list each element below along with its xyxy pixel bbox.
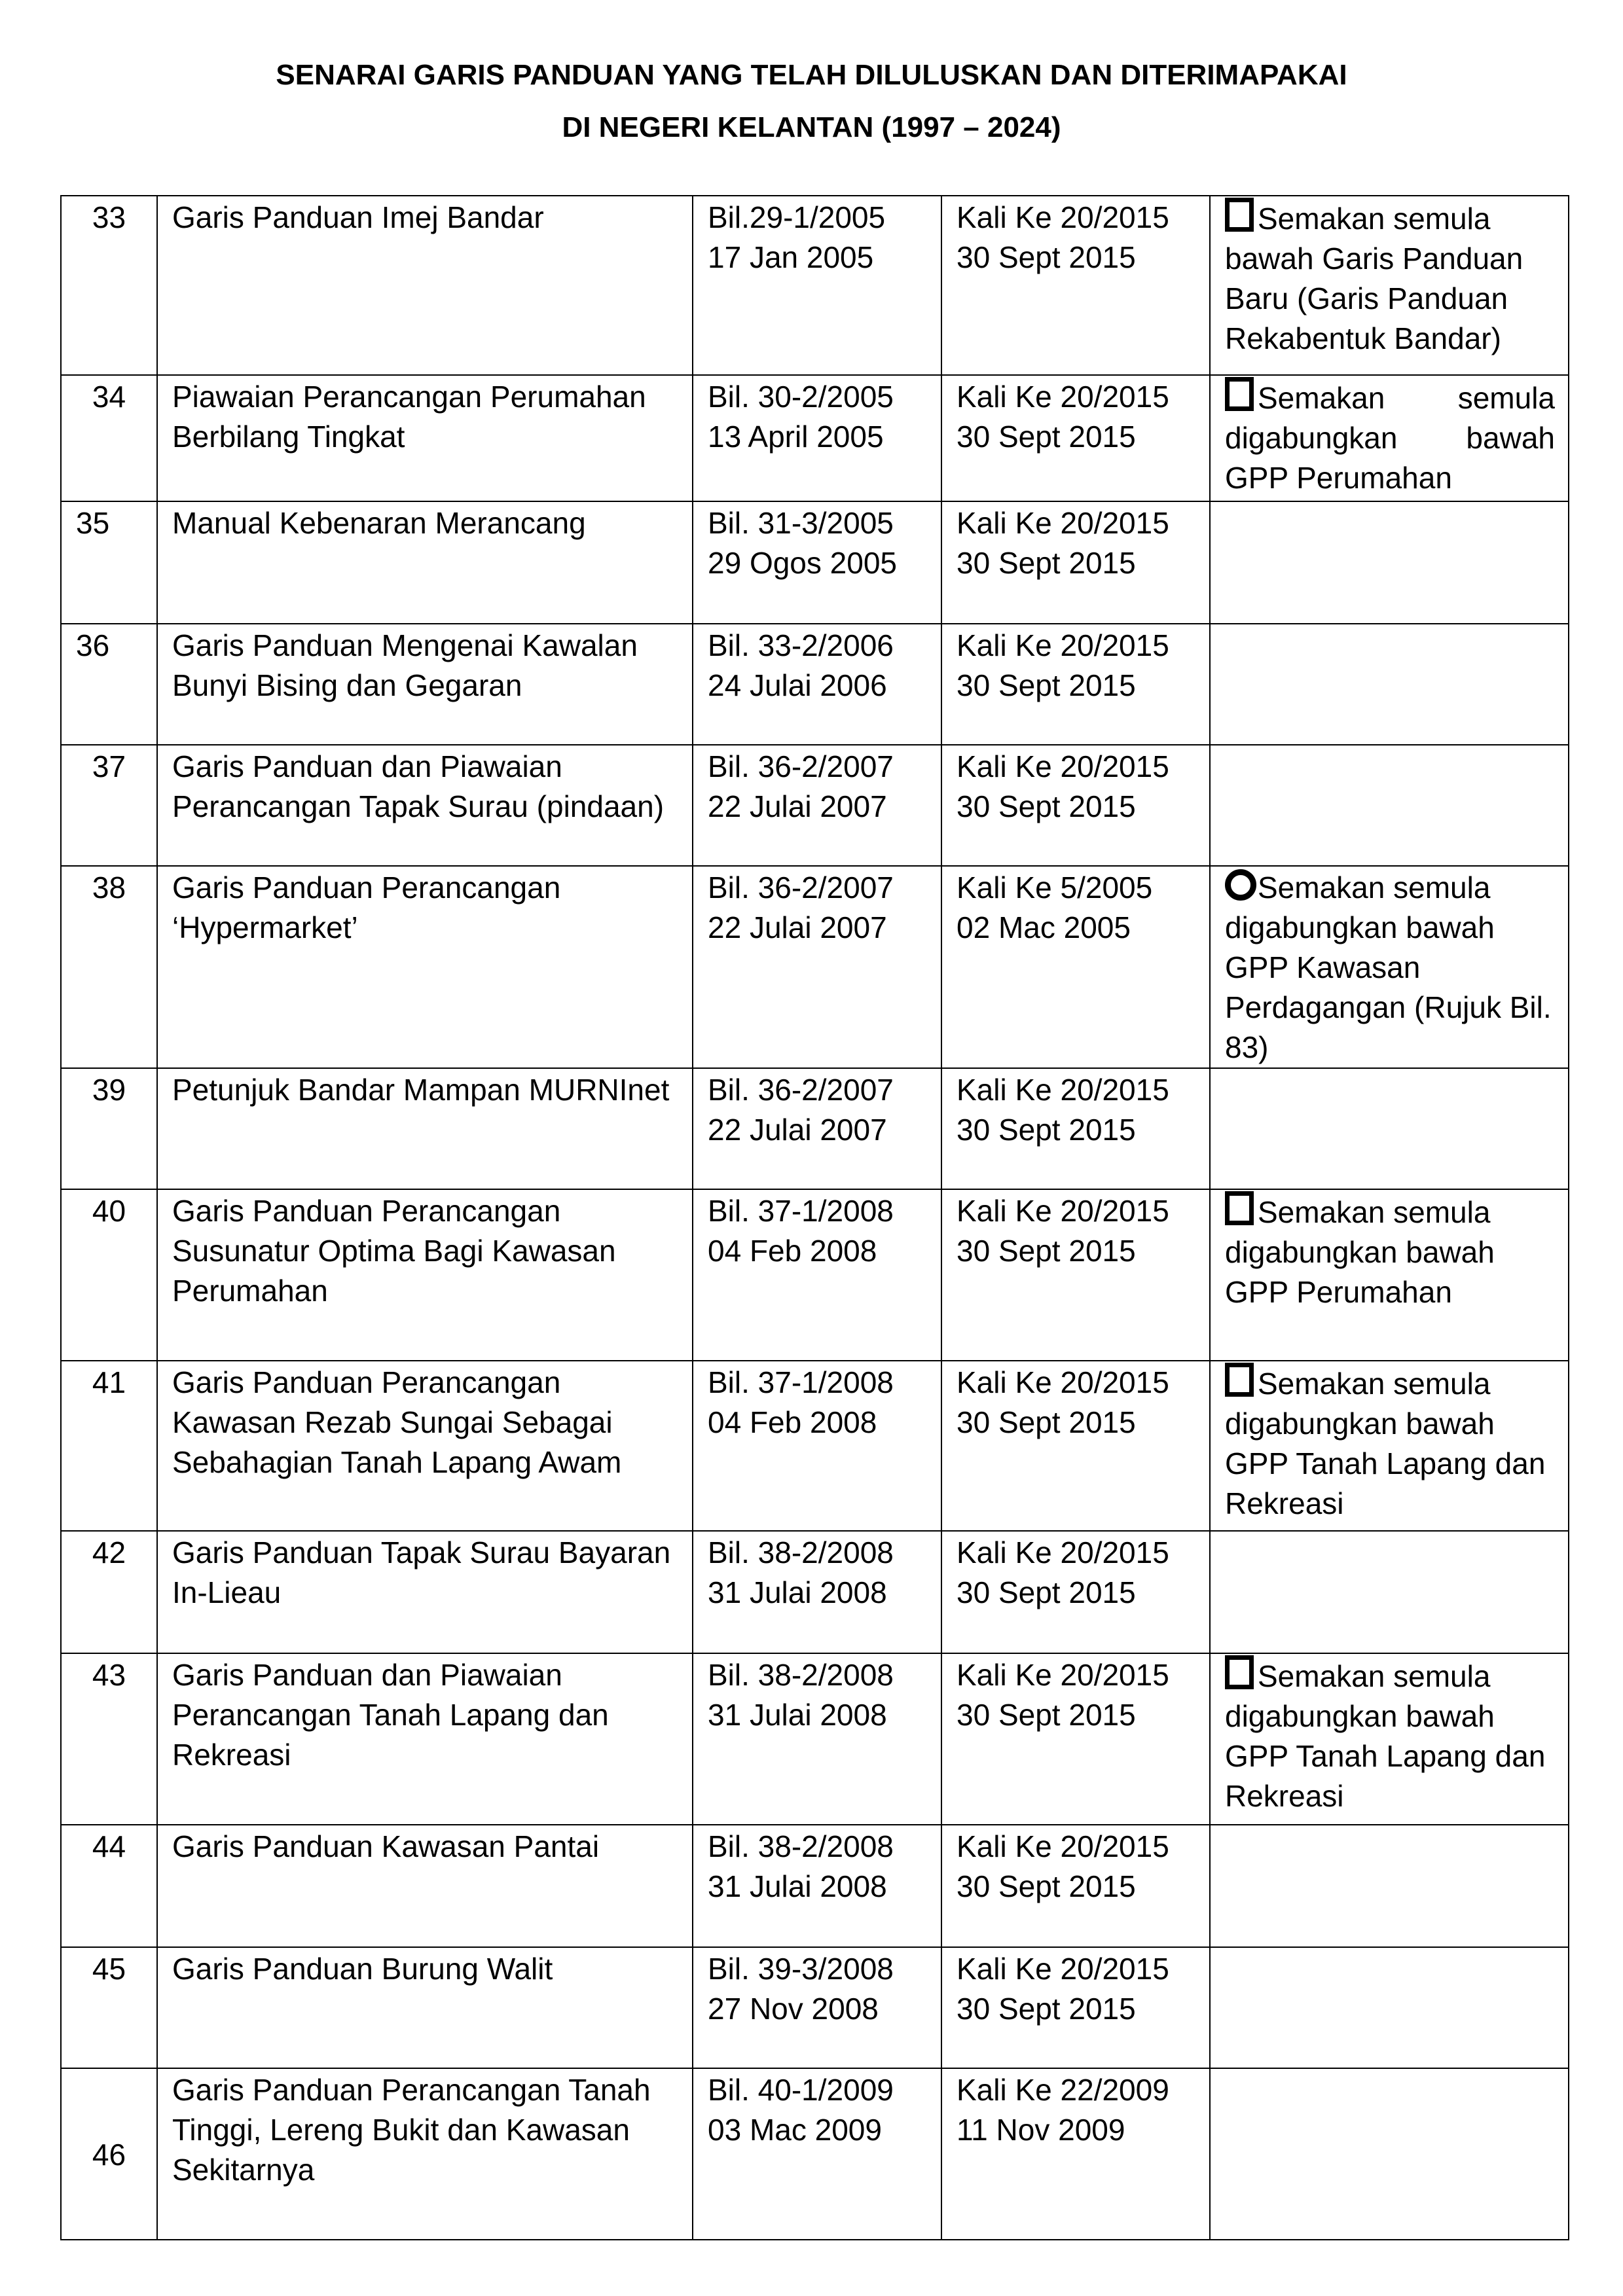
- meeting-cell: [941, 624, 1210, 745]
- guideline-title: Garis Panduan Perancangan ‘Hypermarket’: [157, 866, 693, 1068]
- reference-cell: [693, 1531, 941, 1653]
- guideline-title: Garis Panduan Tapak Surau Bayaran In-Lieau: [157, 1531, 693, 1653]
- notes-cell: [1210, 2068, 1569, 2240]
- guideline-title: Garis Panduan dan Piawaian Perancangan Tanah Lapang dan Rekreasi: [157, 1653, 693, 1825]
- meeting-cell: [941, 745, 1210, 866]
- meeting-number: Kali Ke 20/2015: [957, 1535, 1169, 1570]
- meeting-cell: [941, 1361, 1210, 1531]
- reference-date: 29 Ogos 2005: [708, 546, 898, 580]
- row-number: 39: [61, 1068, 157, 1189]
- reference-cell: [693, 375, 941, 501]
- table-row: [61, 1825, 1569, 1947]
- note-text: Semakan semula digabungkan bawah GPP Perumahan: [1225, 1195, 1495, 1309]
- meeting-date: 30 Sept 2015: [957, 1113, 1136, 1147]
- reference-cell: [693, 1068, 941, 1189]
- reference-number: Bil. 37-1/2008: [708, 1365, 894, 1399]
- reference-date: 22 Julai 2007: [708, 789, 887, 823]
- meeting-number: Kali Ke 20/2015: [957, 506, 1169, 540]
- meeting-cell: [941, 501, 1210, 624]
- reference-number: Bil.29-1/2005: [708, 200, 886, 234]
- note-text: Semakan semula digabungkan bawah GPP Tanah Lapang dan Rekreasi: [1225, 1367, 1546, 1520]
- reference-date: 31 Julai 2008: [708, 1698, 887, 1732]
- reference-cell: [693, 866, 941, 1068]
- reference-number: Bil. 33-2/2006: [708, 628, 894, 662]
- meeting-date: 11 Nov 2009: [957, 2113, 1125, 2147]
- meeting-date: 30 Sept 2015: [957, 1992, 1136, 2026]
- table-row: [61, 1947, 1569, 2068]
- meeting-date: 30 Sept 2015: [957, 1234, 1136, 1268]
- meeting-number: Kali Ke 20/2015: [957, 749, 1169, 783]
- meeting-cell: [941, 1653, 1210, 1825]
- reference-cell: [693, 1189, 941, 1361]
- guideline-title: Garis Panduan Perancangan Susunatur Optima Bagi Kawasan Perumahan: [157, 1189, 693, 1361]
- table-row: [61, 1361, 1569, 1531]
- reference-number: Bil. 38-2/2008: [708, 1829, 894, 1863]
- notes-cell: [1210, 1947, 1569, 2068]
- row-number: 44: [61, 1825, 157, 1947]
- guideline-title: Petunjuk Bandar Mampan MURNInet: [157, 1068, 693, 1189]
- meeting-date: 30 Sept 2015: [957, 420, 1136, 454]
- meeting-number: Kali Ke 20/2015: [957, 380, 1169, 414]
- row-number: 43: [61, 1653, 157, 1825]
- reference-number: Bil. 31-3/2005: [708, 506, 894, 540]
- meeting-date: 30 Sept 2015: [957, 1405, 1136, 1439]
- reference-date: 31 Julai 2008: [708, 1869, 887, 1903]
- reference-number: Bil. 38-2/2008: [708, 1658, 894, 1692]
- table-row: [61, 1653, 1569, 1825]
- row-number: 40: [61, 1189, 157, 1361]
- reference-cell: [693, 2068, 941, 2240]
- meeting-date: 30 Sept 2015: [957, 1869, 1136, 1903]
- page-title: SENARAI GARIS PANDUAN YANG TELAH DILULUSKAN DAN DITERIMAPAKAI: [276, 59, 1347, 91]
- notes-cell: [1210, 1825, 1569, 1947]
- reference-date: 04 Feb 2008: [708, 1405, 877, 1439]
- reference-date: 31 Julai 2008: [708, 1575, 887, 1609]
- reference-date: 17 Jan 2005: [708, 240, 874, 274]
- square-icon: [1225, 1363, 1254, 1397]
- meeting-number: Kali Ke 20/2015: [957, 628, 1169, 662]
- meeting-date: 30 Sept 2015: [957, 668, 1136, 702]
- guideline-title: Garis Panduan Perancangan Kawasan Rezab Sungai Sebagai Sebahagian Tanah Lapang Awam: [157, 1361, 693, 1531]
- reference-cell: [693, 1361, 941, 1531]
- guidelines-table: [60, 195, 1569, 2240]
- square-icon: [1225, 1655, 1254, 1689]
- meeting-cell: [941, 1189, 1210, 1361]
- note-text: Semakan semula digabungkan bawah GPP Perumahan: [1225, 381, 1555, 495]
- reference-number: Bil. 38-2/2008: [708, 1535, 894, 1570]
- row-number: 37: [61, 745, 157, 866]
- guideline-title: Piawaian Perancangan Perumahan Berbilang Tingkat: [157, 375, 693, 501]
- guideline-title: Garis Panduan Kawasan Pantai: [157, 1825, 693, 1947]
- reference-cell: [693, 501, 941, 624]
- reference-date: 22 Julai 2007: [708, 910, 887, 944]
- meeting-cell: [941, 1068, 1210, 1189]
- meeting-number: Kali Ke 20/2015: [957, 1829, 1169, 1863]
- notes-cell: [1210, 1531, 1569, 1653]
- table-row: [61, 745, 1569, 866]
- table-row: [61, 866, 1569, 1068]
- reference-date: 27 Nov 2008: [708, 1992, 879, 2026]
- notes-cell: [1210, 1189, 1569, 1361]
- circle-icon: [1225, 869, 1256, 901]
- row-number: 35: [61, 501, 157, 624]
- notes-cell: [1210, 1068, 1569, 1189]
- meeting-cell: [941, 375, 1210, 501]
- table-row: [61, 196, 1569, 375]
- meeting-number: Kali Ke 22/2009: [957, 2073, 1169, 2107]
- square-icon: [1225, 198, 1254, 232]
- notes-cell: [1210, 375, 1569, 501]
- notes-cell: [1210, 1653, 1569, 1825]
- reference-cell: [693, 1825, 941, 1947]
- meeting-date: 30 Sept 2015: [957, 1698, 1136, 1732]
- table-row: [61, 375, 1569, 501]
- meeting-number: Kali Ke 20/2015: [957, 1073, 1169, 1107]
- meeting-number: Kali Ke 20/2015: [957, 200, 1169, 234]
- meeting-number: Kali Ke 20/2015: [957, 1658, 1169, 1692]
- table-row: [61, 501, 1569, 624]
- row-number: 36: [61, 624, 157, 745]
- row-number: 33: [61, 196, 157, 375]
- guideline-title: Manual Kebenaran Merancang: [157, 501, 693, 624]
- guideline-title: Garis Panduan dan Piawaian Perancangan Tapak Surau (pindaan): [157, 745, 693, 866]
- meeting-number: Kali Ke 5/2005: [957, 870, 1153, 905]
- row-number: 42: [61, 1531, 157, 1653]
- row-number: 46: [61, 2068, 157, 2240]
- reference-number: Bil. 30-2/2005: [708, 380, 894, 414]
- notes-cell: [1210, 624, 1569, 745]
- reference-date: 13 April 2005: [708, 420, 884, 454]
- reference-cell: [693, 745, 941, 866]
- meeting-cell: [941, 1947, 1210, 2068]
- reference-date: 22 Julai 2007: [708, 1113, 887, 1147]
- meeting-date: 30 Sept 2015: [957, 546, 1136, 580]
- note-text: Semakan semula digabungkan bawah GPP Tanah Lapang dan Rekreasi: [1225, 1659, 1546, 1813]
- reference-cell: [693, 196, 941, 375]
- notes-cell: [1210, 196, 1569, 375]
- meeting-date: 30 Sept 2015: [957, 789, 1136, 823]
- notes-cell: [1210, 501, 1569, 624]
- notes-cell: [1210, 745, 1569, 866]
- square-icon: [1225, 377, 1254, 411]
- table-row: [61, 1531, 1569, 1653]
- reference-number: Bil. 36-2/2007: [708, 749, 894, 783]
- reference-number: Bil. 36-2/2007: [708, 1073, 894, 1107]
- table-row: [61, 624, 1569, 745]
- reference-number: Bil. 39-3/2008: [708, 1952, 894, 1986]
- page-subtitle: DI NEGERI KELANTAN (1997 – 2024): [562, 111, 1061, 143]
- notes-cell: [1210, 1361, 1569, 1531]
- table-row: [61, 1189, 1569, 1361]
- reference-date: 04 Feb 2008: [708, 1234, 877, 1268]
- meeting-cell: [941, 1825, 1210, 1947]
- table-row: [61, 2068, 1569, 2240]
- row-number: 41: [61, 1361, 157, 1531]
- reference-number: Bil. 40-1/2009: [708, 2073, 894, 2107]
- reference-number: Bil. 37-1/2008: [708, 1194, 894, 1228]
- note-text: Semakan semula bawah Garis Panduan Baru (Garis Panduan Rekabentuk Bandar): [1225, 202, 1523, 355]
- guideline-title: Garis Panduan Imej Bandar: [157, 196, 693, 375]
- row-number: 45: [61, 1947, 157, 2068]
- meeting-number: Kali Ke 20/2015: [957, 1952, 1169, 1986]
- meeting-cell: [941, 2068, 1210, 2240]
- meeting-date: 30 Sept 2015: [957, 1575, 1136, 1609]
- reference-number: Bil. 36-2/2007: [708, 870, 894, 905]
- row-number: 34: [61, 375, 157, 501]
- row-number: 38: [61, 866, 157, 1068]
- table-row: [61, 1068, 1569, 1189]
- reference-date: 03 Mac 2009: [708, 2113, 882, 2147]
- guideline-title: Garis Panduan Mengenai Kawalan Bunyi Bising dan Gegaran: [157, 624, 693, 745]
- guideline-title: Garis Panduan Burung Walit: [157, 1947, 693, 2068]
- meeting-cell: [941, 1531, 1210, 1653]
- meeting-cell: [941, 196, 1210, 375]
- reference-cell: [693, 1653, 941, 1825]
- meeting-cell: [941, 866, 1210, 1068]
- meeting-number: Kali Ke 20/2015: [957, 1194, 1169, 1228]
- reference-cell: [693, 624, 941, 745]
- notes-cell: [1210, 866, 1569, 1068]
- guideline-title: Garis Panduan Perancangan Tanah Tinggi, Lereng Bukit dan Kawasan Sekitarnya: [157, 2068, 693, 2240]
- note-text: Semakan semula digabungkan bawah GPP Kawasan Perdagangan (Rujuk Bil. 83): [1225, 870, 1552, 1064]
- reference-cell: [693, 1947, 941, 2068]
- meeting-date: 02 Mac 2005: [957, 910, 1131, 944]
- reference-date: 24 Julai 2006: [708, 668, 887, 702]
- meeting-date: 30 Sept 2015: [957, 240, 1136, 274]
- meeting-number: Kali Ke 20/2015: [957, 1365, 1169, 1399]
- square-icon: [1225, 1191, 1254, 1225]
